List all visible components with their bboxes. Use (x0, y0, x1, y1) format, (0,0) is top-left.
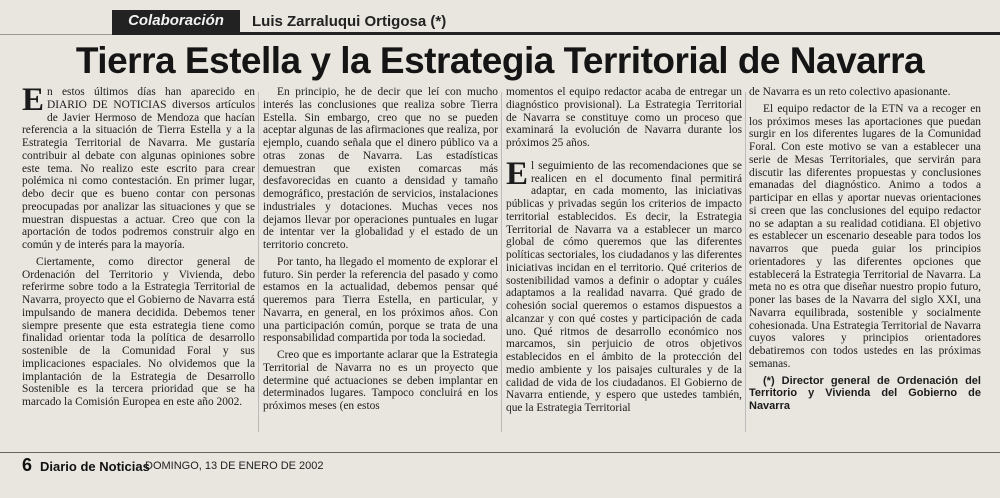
paragraph: de Navarra es un reto colectivo apasionante. (749, 86, 951, 98)
paragraph: momentos el equipo redactor acaba de entregar un diagnóstico provisional). La Estrategia Territorial de Navarra se constituye como un proceso que examinará la evolución de Navarra durante los próximos 25 años. (506, 86, 742, 149)
page-number: 6 (22, 455, 33, 475)
article-headline: Tierra Estella y la Estrategia Territorial de Navarra (75, 40, 925, 81)
article-column-4 (749, 86, 981, 417)
article-column-2 (263, 86, 498, 417)
author-footnote: (*) Director general de Ordenación del Territorio y Vivienda del Gobierno de Navarra (749, 374, 981, 413)
header-rule-thin (0, 34, 112, 35)
paragraph: Por tanto, ha llegado el momento de explorar el futuro. Sin perder la referencia del pasado y como estamos en la actualidad, debemos pensar qué queremos para Tierra Estella, en particular, y Navarra, en general, en los próximos años. Con una participación común, porque se trata de una responsabilidad compartida por toda la sociedad. (263, 255, 498, 345)
paragraph: Creo que es importante aclarar que la Estrategia Territorial de Navarra no es un proyecto que determine qué actuaciones se deben implantar en determinados lugares. Tampoco concluirá en los próximos meses (en estos (263, 349, 498, 412)
article-column-1 (22, 82, 255, 413)
article-column-3 (506, 86, 742, 419)
paragraph: El seguimiento de las recomendaciones que se realicen en el documento final permitirá adaptar, en cada momento, las iniciativas públicas y privadas según los criterios de impacto territorial establecidos. Es decir, la Estrategia Territorial de Navarra va a establecer un marco global de cómo queremos que las diferentes políticas sectoriales, los ciudadanos y las diferentes iniciativas incidan en el territorio. Qué criterios de sostenibilidad vamos a definir o adoptar y cuáles adaptamos a la realidad navarra. Qué grado de cohesión social queremos o estamos dispuestos a alcanzar y con qué costes y participación de cada uno. Qué ritmos de desarrollo económico nos marcamos, sin perjuicio de otros objetivos establecidos en el ámbito de la protección del medio ambiente y los paisajes culturales y de la calidad de vida de los ciudadanos. El Gobierno de Navarra entiende, y espero que ustedes también, que la Estrategia Territorial (506, 155, 742, 414)
paragraph: En principio, he de decir que leí con mucho interés las conclusiones que realiza sobre Tierra Estella. Sin embargo, creo que no se pueden aceptar algunas de las afirmaciones que realiza, por ejemplo, cuando señala que el dinero público va a otras zonas de Navarra. Las estadísticas demuestran que existen comarcas más desfavorecidas en cuanto a densidad y tamaño demográfico, prestación de servicios, instalaciones industriales y dotaciones. Muchas veces nos dejamos llevar por operaciones puntuales en lugar de intentar ver la globalidad y el estado de un territorio concreto. (263, 86, 498, 251)
column-divider (501, 92, 502, 432)
paragraph: Ciertamente, como director general de Ordenación del Territorio y Vivienda, debo referirme sobre todo a la Estrategia Territorial de Navarra, proyecto que el Gobierno de Navarra está impulsando de manera decidida. Debemos tener siempre presente que esta estrategia tiene como finalidad orientar toda la política de desarrollo sostenible de la Comunidad Foral y sus implicaciones espaciales. No olvidemos que la implantación de la Estrategia de Desarrollo Sostenible es la tercera prioridad que se ha marcado la Comisión Europea en este año 2002. (22, 255, 255, 408)
column-divider (258, 92, 259, 432)
author-byline: Luis Zarraluqui Ortigosa (*) (252, 13, 447, 30)
footer-rule (0, 452, 1000, 453)
section-kicker: Colaboración (112, 10, 240, 32)
paragraph: En estos últimos días han aparecido en DIARIO DE NOTICIAS diversos artículos de Javier Hermoso de Mendoza que hacían referencia a la situación de Tierra Estella y a la Estrategia Territorial de Navarra. Me gustaría contribuir al debate con algunas opiniones sobre este tema. No realizo este escrito para crear polémica ni como contestación. En primer lugar, debo decir que es bueno contar con personas preocupadas por analizar las situaciones y que se muestran dispuestas a actuar. Creo que con la aportación de todos podremos construir algo en común y de interés para la mayoría. (22, 82, 255, 251)
issue-date: DOMINGO, 13 DE ENERO DE 2002 (145, 460, 324, 472)
newspaper-brand: Diario de Noticias (40, 459, 150, 474)
column-divider (745, 92, 746, 432)
header-rule (112, 32, 1000, 35)
paragraph: El equipo redactor de la ETN va a recoger en los próximos meses las aportaciones que puedan surgir en los diferentes lugares de la Comunidad Foral. Con este motivo se van a establecer una serie de Mesas Territoriales, que servirán para discutir las diferentes propuestas y conclusiones emanadas del diagnóstico. Animo a todos a participar en ellas y aportar nuevas orientaciones si creen que las conclusiones del equipo redactor no se adaptan a su realidad cotidiana. El objetivo es establecer un escenario deseable para todos los navarros que pueda guiar los principios orientadores y las diferentes opciones que establecerá la Estrategia Territorial de Navarra. La meta no es otra que diseñar nuestro propio futuro, poner las bases de la Navarra del siglo XXI, una Navarra equilibrada, sostenible y socialmente cohesionada. Una Estrategia Territorial de Navarra cuyos valores y principios orientadores debatiremos con todos ustedes en las próximas semanas. (749, 102, 981, 370)
